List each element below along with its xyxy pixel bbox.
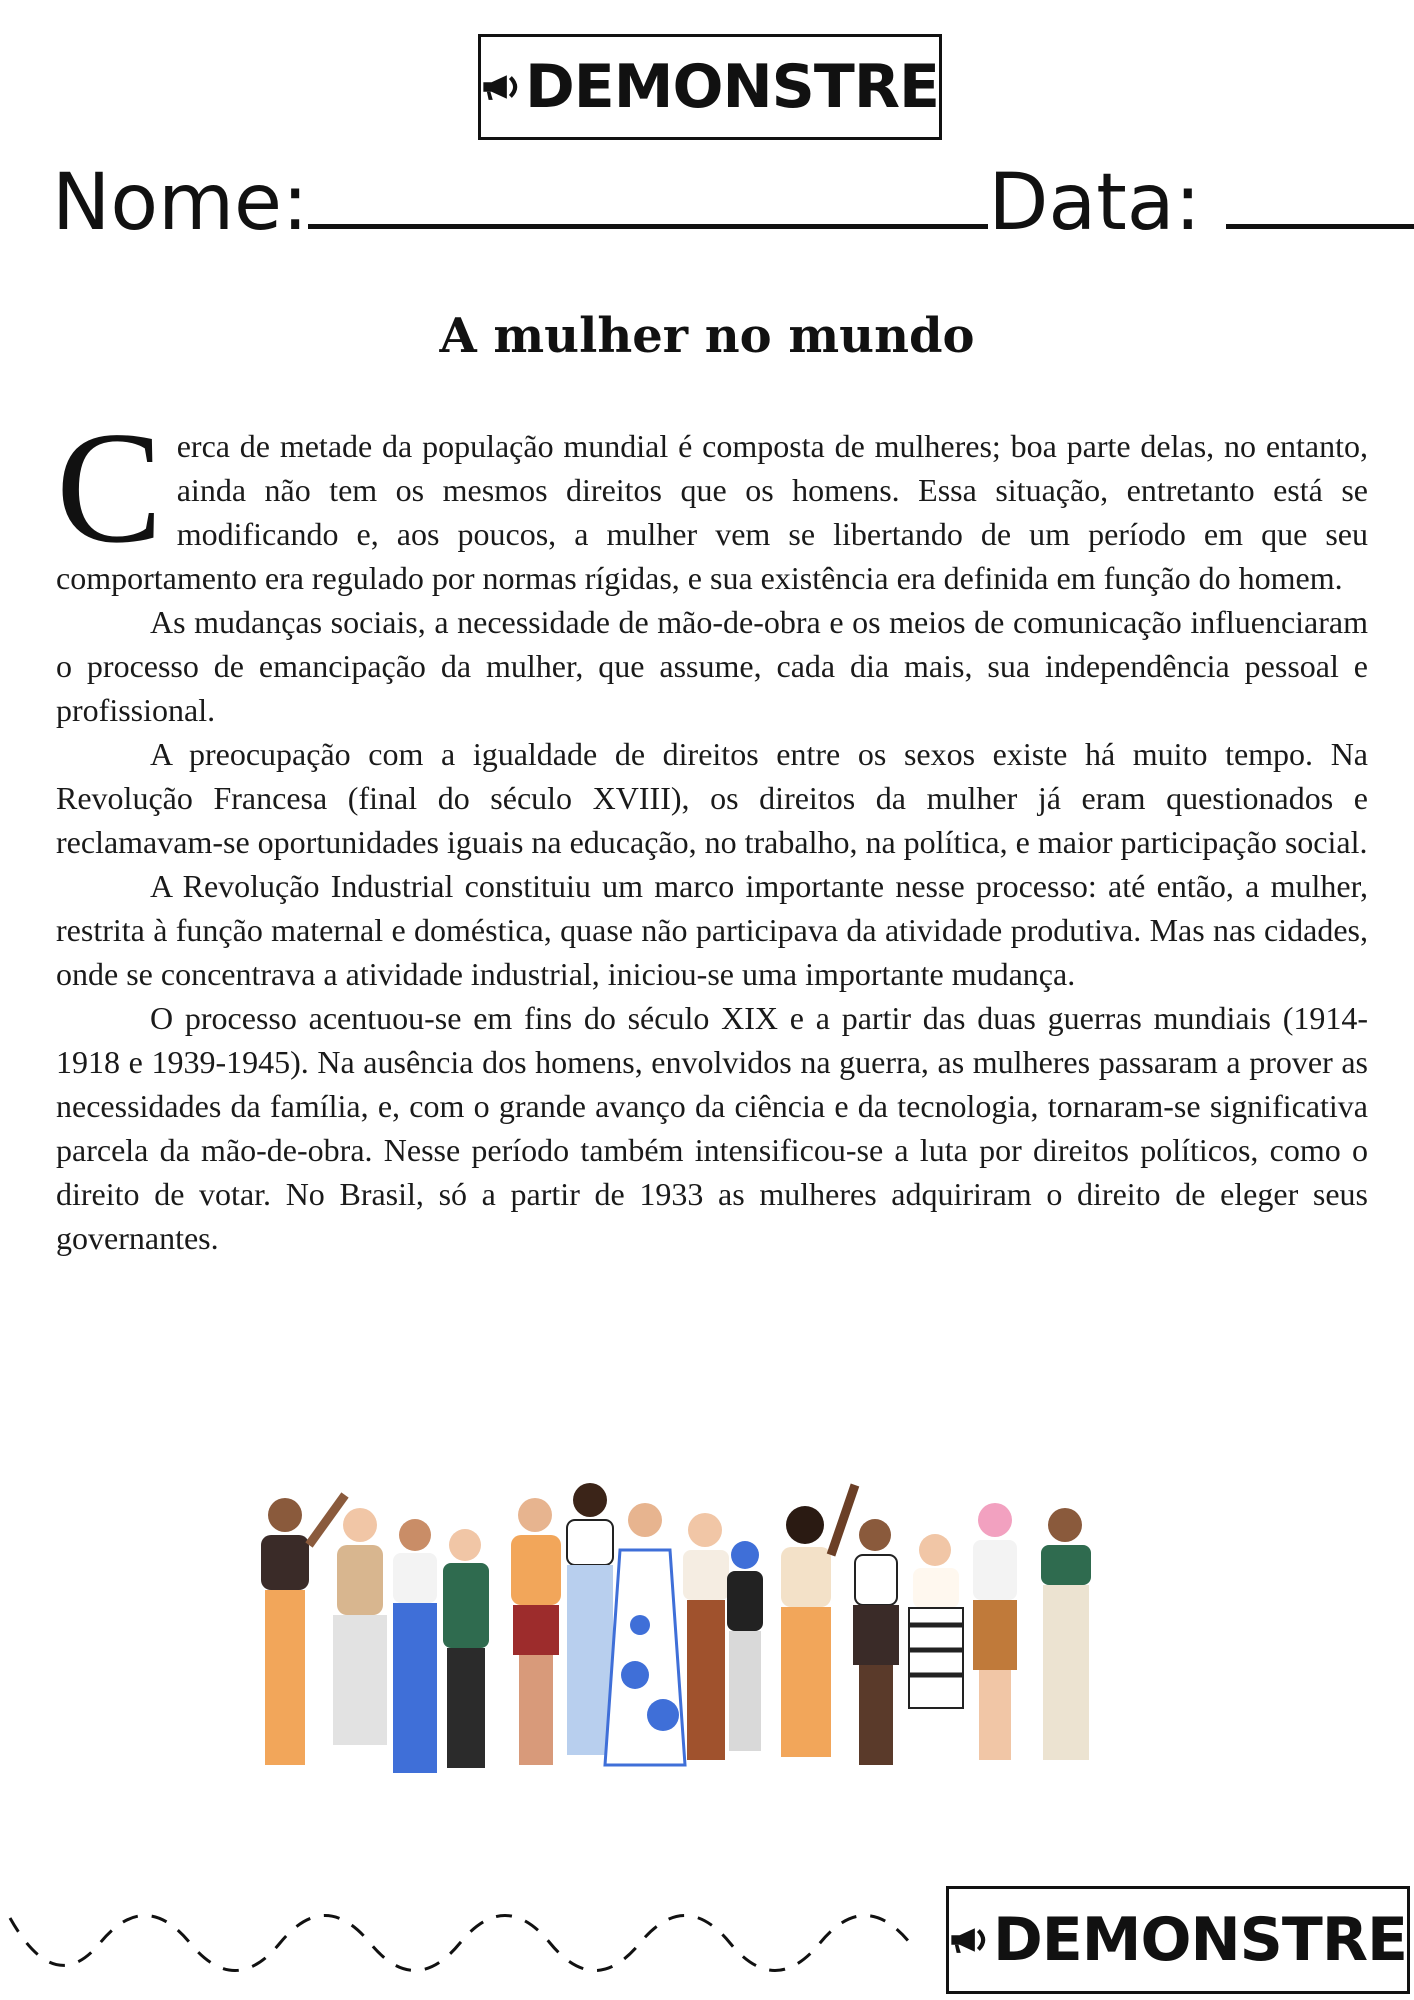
paragraph-2: As mudanças sociais, a necessidade de mão-de-obra e os meios de comunicação influenciaram o processo de emancipação da mulher, que assume, cada dia mais, sua independência pessoal e profissional.	[56, 604, 1368, 728]
woman-figure	[567, 1483, 613, 1755]
date-label: Data:	[988, 158, 1201, 248]
logo-text: DEMONSTRE	[524, 52, 939, 122]
woman-figure	[781, 1485, 855, 1757]
woman-figure	[261, 1495, 345, 1765]
paragraph-1: Cerca de metade da população mundial é composta de mulheres; boa parte delas, no entanto, ainda não tem os mesmos direitos que os homens. Essa situação, entretanto está se modificando e, aos poucos, a mulher vem se libertando de um período em que seu comportamento era regulado por normas rígidas, e sua existência era definida em função do homem.	[56, 398, 1368, 596]
woman-figure	[683, 1513, 729, 1760]
women-group-illustration	[215, 1475, 1215, 1835]
woman-figure	[909, 1534, 963, 1708]
logo-top	[478, 34, 942, 140]
dashed-wave-decoration	[0, 1888, 940, 1998]
paragraph-5: O processo acentuou-se em fins do século XIX e a partir das duas guerras mundiais (1914-1918 e 1939-1945). Na ausência dos homens, envolvidos na guerra, as mulheres passaram a prover as necessidades da família, e, com o grande avanço da ciência e da tecnologia, tornaram-se significativa parcela da mão-de-obra. Nesse período também intensificou-se a luta por direitos políticos, como o direito de votar. No Brasil, só a partir de 1933 as mulheres adquiriram o direito de eleger seus governantes.	[56, 1000, 1368, 1256]
name-field[interactable]	[308, 168, 988, 229]
paragraph-4: A Revolução Industrial constituiu um marco importante nesse processo: até então, a mulher, restrita à função maternal e doméstica, quase não participava da atividade produtiva. Mas nas cidades, onde se concentrava a atividade industrial, iniciou-se uma importante mudança.	[56, 868, 1368, 992]
paragraph-3: A preocupação com a igualdade de direitos entre os sexos existe há muito tempo. Na Revolução Francesa (final do século XVIII), os direitos da mulher já eram questionados e reclamavam-se oportunidades iguais na educação, no trabalho, na política, e maior participação social.	[56, 736, 1368, 860]
megaphone-icon	[481, 61, 521, 113]
woman-figure	[973, 1503, 1017, 1760]
logo-text: DEMONSTRE	[992, 1905, 1407, 1975]
woman-figure	[511, 1498, 561, 1765]
woman-figure	[727, 1541, 763, 1751]
woman-figure	[1041, 1508, 1091, 1760]
woman-figure	[393, 1519, 437, 1773]
woman-figure	[853, 1519, 899, 1765]
woman-figure	[333, 1508, 387, 1745]
drop-cap: C	[56, 398, 163, 576]
article-title: A mulher no mundo	[439, 308, 975, 364]
article-body	[56, 398, 1368, 1260]
name-label: Nome:	[52, 158, 309, 248]
woman-figure	[443, 1529, 489, 1768]
date-field[interactable]	[1226, 168, 1414, 229]
logo-bottom	[946, 1886, 1410, 1994]
name-date-line	[52, 158, 1378, 248]
woman-figure	[605, 1503, 685, 1765]
megaphone-icon	[949, 1914, 989, 1966]
